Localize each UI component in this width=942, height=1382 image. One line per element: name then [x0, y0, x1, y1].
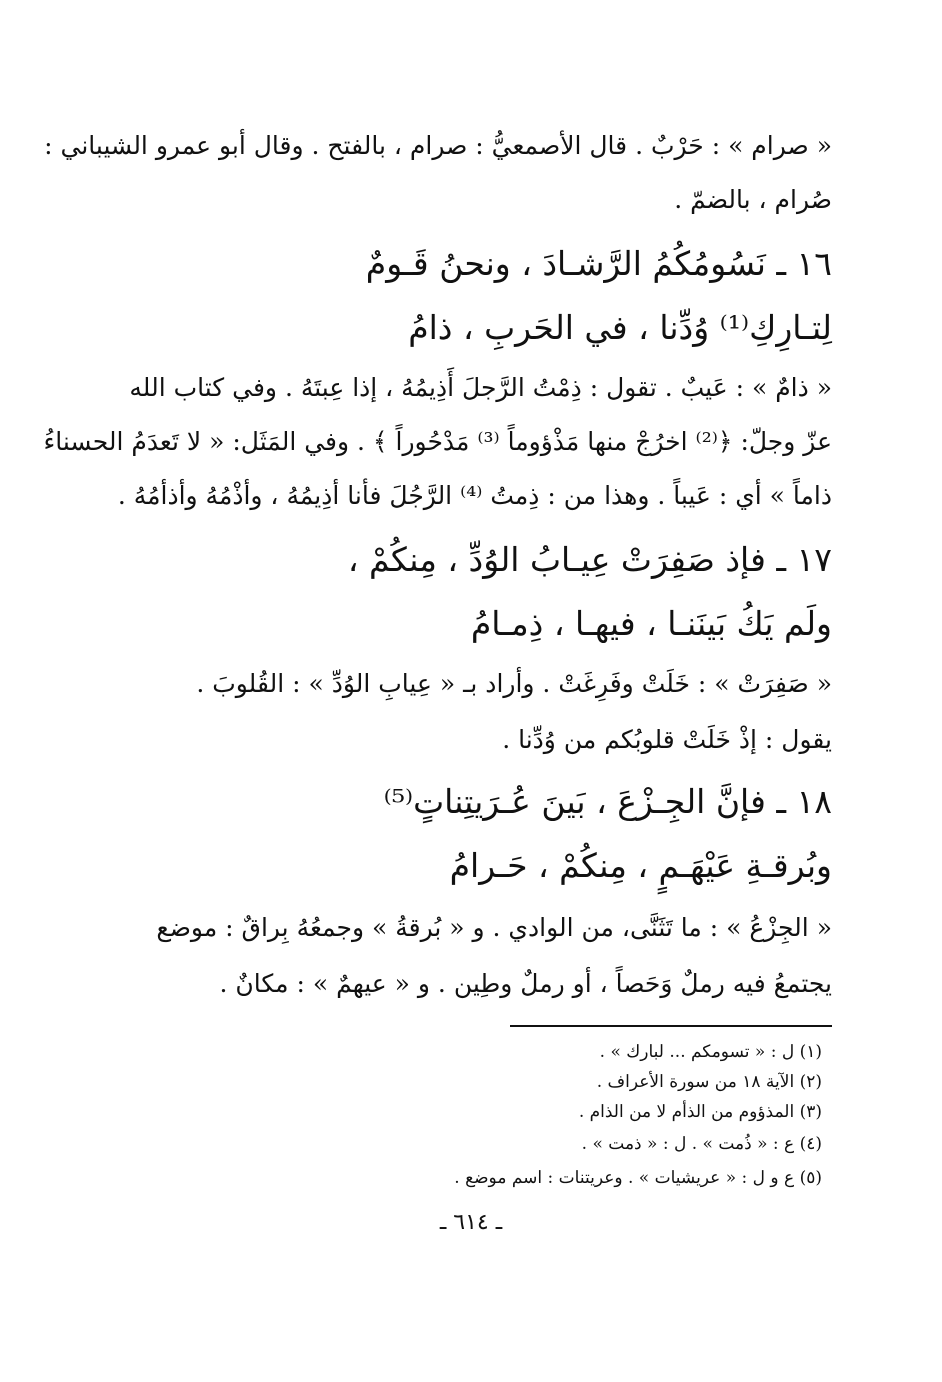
- commentary-line: « الجِزْعُ » : ما تَثَنَّى، من الوادي . و « بُرقةُ » وجمعُهُ بِراقٌ : موضع: [156, 913, 832, 942]
- footnote-2: (٢) الآية ١٨ من سورة الأعراف .: [596, 1072, 822, 1092]
- commentary-line: « صرام » : حَرْبٌ . قال الأصمعيُّ : صرام ، بالفتح . وقال أبو عمرو الشيباني :: [44, 131, 832, 160]
- commentary-line: يجتمعُ فيه رملٌ وَحَصاً ، أو رملٌ وطِين . و « عيهمٌ » : مكانٌ .: [219, 969, 832, 998]
- verse-16-first-hemistich: ١٦ ـ نَسُومُكُمُ الرَّشـادَ ، ونحنُ قَـومٌ: [365, 244, 832, 283]
- commentary-line: يقول : إذْ خَلَتْ قلوبُكم من وُدِّنا .: [502, 725, 832, 754]
- verse-17-first-hemistich: ١٧ ـ فإذ صَفِرَتْ عِيـابُ الوُدِّ ، مِنكُمْ ،: [347, 540, 832, 579]
- verse-18-first-hemistich: ١٨ ـ فإنَّ الجِـزْعَ ، بَينَ عُـرَيتِناتٍ⁽⁵⁾: [383, 782, 832, 821]
- verse-18-second-hemistich: وبُرقـةِ عَيْهَـمٍ ، مِنكُمْ ، حَـرامُ: [449, 846, 832, 885]
- footnote-divider: [510, 1025, 832, 1027]
- commentary-line: ذاماً » أي : عَيباً . وهذا من : ذِمتُ ⁽⁴⁾ الرَّجُلَ فأنا أذِيمُهُ ، وأذْمُهُ وأذأمُهُ .: [117, 481, 832, 510]
- commentary-line: « صَفِرَتْ » : خَلَتْ وفَرِغَتْ . وأراد بـ « عِيابِ الوُدِّ » : القُلوبَ .: [196, 669, 832, 698]
- verse-16-second-hemistich: لِتـارِكِ⁽¹⁾ وُدِّنا ، في الحَربِ ، ذامُ: [408, 308, 832, 347]
- footnote-5: (٥) ع و ل : « عريشيات » . وعريتنات : اسم موضع .: [454, 1168, 822, 1188]
- verse-17-second-hemistich: ولَم يَكُ بَينَنـا ، فيهـا ، ذِمـامُ: [470, 604, 832, 643]
- commentary-line: صُرام ، بالضمّ .: [674, 185, 832, 214]
- commentary-line: « ذامٌ » : عَيبٌ . تقول : ذِمْتُ الرَّجلَ أَذِيمُهُ ، إذا عِبتَهُ . وفي كتاب الله: [129, 373, 832, 402]
- page-number: ـ ٦١٤ ـ: [439, 1210, 503, 1235]
- commentary-line: عزّ وجلّ: ﴿⁽²⁾ اخرُجْ منها مَذْؤوماً ⁽³⁾ مَدْحُوراً ﴾ . وفي المَثَل: « لا تَعدَمُ الحسناءُ: [43, 427, 832, 456]
- footnote-3: (٣) المذؤوم من الذأم لا من الذام .: [578, 1102, 822, 1122]
- footnote-1: (١) ل : « تسومكم ... لبارك » .: [599, 1042, 822, 1062]
- footnote-4: (٤) ع : « ذُمت » . ل : « ذمت » .: [581, 1134, 822, 1154]
